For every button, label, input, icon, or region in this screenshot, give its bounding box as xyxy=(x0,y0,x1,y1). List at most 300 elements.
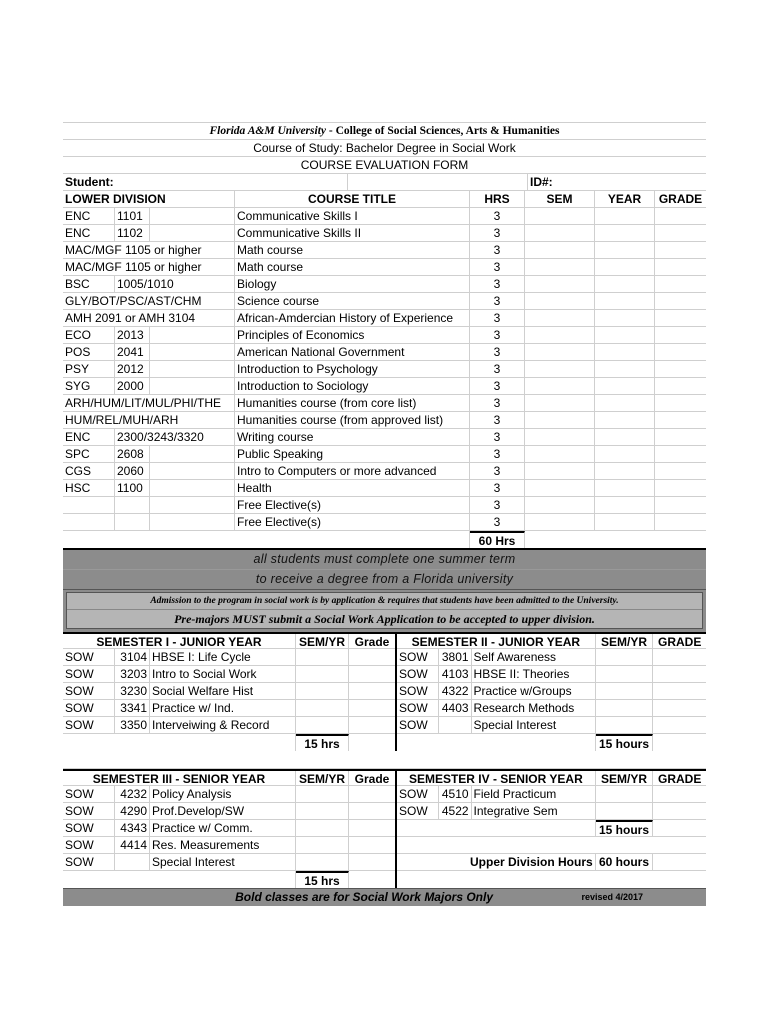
grade-cell[interactable] xyxy=(349,786,395,802)
sem-col: SEM xyxy=(525,191,595,207)
year-cell[interactable] xyxy=(595,463,655,479)
upper-division-label: Upper Division Hours xyxy=(397,854,596,870)
sem2-grade: GRADE xyxy=(657,635,702,648)
grade-cell[interactable] xyxy=(349,837,395,853)
student-row xyxy=(63,174,706,191)
course-number: 4403 xyxy=(439,700,472,716)
lower-course-row xyxy=(63,344,706,361)
course-number: 3350 xyxy=(115,717,150,733)
grade-cell[interactable] xyxy=(655,480,706,496)
sem2-course-row xyxy=(397,666,706,683)
course-prefix xyxy=(63,514,115,530)
course-prefix: BSC xyxy=(63,276,115,292)
form-title: COURSE EVALUATION FORM xyxy=(63,157,706,174)
spacer-row xyxy=(63,751,706,769)
course-prefix: HUM/REL/MUH/ARH xyxy=(63,412,235,428)
grade-cell[interactable] xyxy=(655,259,706,275)
course-number: 1102 xyxy=(115,225,150,241)
course-title: Prof.Develop/SW xyxy=(150,803,296,819)
course-hours: 3 xyxy=(470,446,525,462)
lower-course-row xyxy=(63,497,706,514)
grade-cell[interactable] xyxy=(655,327,706,343)
lower-course-row xyxy=(63,242,706,259)
lower-course-row xyxy=(63,208,706,225)
sem3-course-row xyxy=(63,854,395,871)
semyr-cell[interactable] xyxy=(596,700,654,716)
course-title: Math course xyxy=(235,259,470,275)
course-title: Special Interest xyxy=(150,854,296,870)
course-prefix: CGS xyxy=(63,463,115,479)
semyr-cell[interactable] xyxy=(296,717,349,733)
course-prefix: SOW xyxy=(397,717,439,733)
course-number: 2012 xyxy=(115,361,150,377)
sem-cell[interactable] xyxy=(525,429,595,445)
sem2-course-row xyxy=(397,717,706,734)
sem1-course-row xyxy=(63,649,395,666)
course-title: Interveiwing & Record xyxy=(150,717,296,733)
course-prefix: SOW xyxy=(397,649,439,665)
grade-cell[interactable] xyxy=(655,225,706,241)
lower-total-row xyxy=(63,531,706,548)
sem4-total-row xyxy=(397,820,706,837)
course-number: 4103 xyxy=(439,666,472,682)
sem-cell[interactable] xyxy=(525,293,595,309)
course-title: Policy Analysis xyxy=(150,786,296,802)
course-title: Field Practicum xyxy=(472,786,596,802)
junior-year-block xyxy=(63,632,706,751)
course-title: Practice w/Groups xyxy=(472,683,596,699)
semyr-cell[interactable] xyxy=(596,683,654,699)
sem1-grade: Grade xyxy=(354,635,390,648)
course-title: Practice w/ Ind. xyxy=(150,700,296,716)
admission-note: Admission to the program in social work is by application & requires that students have been admitted to the University. xyxy=(150,596,619,606)
year-cell[interactable] xyxy=(595,446,655,462)
course-prefix: POS xyxy=(63,344,115,360)
sem1-course-row xyxy=(63,717,395,734)
grade-cell[interactable] xyxy=(653,683,706,699)
grade-cell[interactable] xyxy=(655,497,706,513)
grade-cell[interactable] xyxy=(655,463,706,479)
sem-cell[interactable] xyxy=(525,412,595,428)
lower-course-row xyxy=(63,446,706,463)
student-label: Student: xyxy=(63,174,348,190)
admission-box xyxy=(63,590,706,632)
course-prefix: HSC xyxy=(63,480,115,496)
course-title: Intro to Computers or more advanced xyxy=(235,463,470,479)
sem1-course-row xyxy=(63,683,395,700)
semyr-cell[interactable] xyxy=(596,786,654,802)
course-prefix: PSY xyxy=(63,361,115,377)
grade-cell[interactable] xyxy=(655,412,706,428)
grade-cell[interactable] xyxy=(655,344,706,360)
revised-date: revised 4/2017 xyxy=(581,892,643,902)
course-title: Health xyxy=(235,480,470,496)
course-hours: 3 xyxy=(470,378,525,394)
course-number xyxy=(115,497,150,513)
course-title: Practice w/ Comm. xyxy=(150,820,296,836)
course-title: HBSE II: Theories xyxy=(472,666,596,682)
semyr-cell[interactable] xyxy=(296,786,349,802)
course-title: HBSE I: Life Cycle xyxy=(150,649,296,665)
course-title: Social Welfare Hist xyxy=(150,683,296,699)
grade-cell[interactable] xyxy=(653,786,706,802)
course-prefix: ENC xyxy=(63,208,115,224)
semyr-cell[interactable] xyxy=(296,837,349,853)
grade-cell[interactable] xyxy=(349,666,395,682)
hrs-col: HRS xyxy=(470,191,525,207)
lower-total: 60 Hrs xyxy=(470,531,525,548)
sem-cell[interactable] xyxy=(525,514,595,530)
year-cell[interactable] xyxy=(595,378,655,394)
course-prefix: ENC xyxy=(63,225,115,241)
lower-course-row xyxy=(63,327,706,344)
sem-cell[interactable] xyxy=(525,242,595,258)
year-cell[interactable] xyxy=(595,395,655,411)
lower-division-col: LOWER DIVISION xyxy=(63,191,235,207)
upper-division-row xyxy=(397,854,706,871)
course-title: Principles of Economics xyxy=(235,327,470,343)
lower-course-row xyxy=(63,225,706,242)
lower-course-row xyxy=(63,395,706,412)
semyr-cell[interactable] xyxy=(296,854,349,870)
course-number: 4414 xyxy=(115,837,150,853)
grade-cell[interactable] xyxy=(653,649,706,665)
sem3-grade: Grade xyxy=(354,772,390,785)
course-number: 4232 xyxy=(115,786,150,802)
grade-cell[interactable] xyxy=(655,395,706,411)
sem-cell[interactable] xyxy=(525,259,595,275)
year-cell[interactable] xyxy=(595,293,655,309)
grade-cell[interactable] xyxy=(655,429,706,445)
sem1-semyr: SEM/YR xyxy=(296,634,349,648)
sem-cell[interactable] xyxy=(525,361,595,377)
footer-bar xyxy=(63,888,706,906)
course-hours: 3 xyxy=(470,276,525,292)
sem3-course-row xyxy=(63,837,395,854)
sem3-total-row xyxy=(63,871,395,888)
sem4-grade: GRADE xyxy=(657,772,702,785)
sem-cell[interactable] xyxy=(525,497,595,513)
course-prefix xyxy=(63,497,115,513)
year-cell[interactable] xyxy=(595,310,655,326)
sem2-header xyxy=(397,632,706,649)
year-cell[interactable] xyxy=(595,327,655,343)
grade-cell[interactable] xyxy=(653,666,706,682)
sem-cell[interactable] xyxy=(525,327,595,343)
summer-notice-line1: all students must complete one summer term xyxy=(253,552,516,566)
sem3-title: SEMESTER III - SENIOR YEAR xyxy=(63,771,296,785)
year-cell[interactable] xyxy=(595,225,655,241)
course-number: 3104 xyxy=(115,649,150,665)
sem2-total: 15 hours xyxy=(596,734,654,751)
course-hours: 3 xyxy=(470,344,525,360)
grade-cell[interactable] xyxy=(655,361,706,377)
sem-cell[interactable] xyxy=(525,446,595,462)
university-name: Florida A&M University xyxy=(209,125,326,137)
sem4-course-row xyxy=(397,786,706,803)
course-prefix: SOW xyxy=(397,683,439,699)
premajor-note: Pre-majors MUST submit a Social Work Application to be accepted to upper division. xyxy=(67,609,702,628)
university-header xyxy=(63,123,706,140)
sem2-title: SEMESTER II - JUNIOR YEAR xyxy=(397,634,596,648)
year-cell[interactable] xyxy=(595,242,655,258)
course-number: 4510 xyxy=(439,786,472,802)
course-hours: 3 xyxy=(470,480,525,496)
course-prefix: SOW xyxy=(63,803,115,819)
sem4-header xyxy=(397,769,706,786)
grade-cell[interactable] xyxy=(655,446,706,462)
grade-cell[interactable] xyxy=(655,310,706,326)
sem-cell[interactable] xyxy=(525,378,595,394)
course-prefix: SOW xyxy=(63,820,115,836)
course-title: African-Amdercian History of Experience xyxy=(235,310,470,326)
semyr-cell[interactable] xyxy=(596,666,654,682)
course-hours: 3 xyxy=(470,225,525,241)
sem2-course-row xyxy=(397,700,706,717)
course-title: Introduction to Psychology xyxy=(235,361,470,377)
course-number: 2060 xyxy=(115,463,150,479)
lower-course-row xyxy=(63,259,706,276)
grade-cell[interactable] xyxy=(655,293,706,309)
semyr-cell[interactable] xyxy=(596,803,654,819)
lower-course-row xyxy=(63,378,706,395)
sem3-course-row xyxy=(63,820,395,837)
sem1-total-row xyxy=(63,734,395,751)
course-prefix: SOW xyxy=(63,700,115,716)
grade-cell[interactable] xyxy=(349,820,395,836)
course-prefix: SOW xyxy=(397,700,439,716)
course-hours: 3 xyxy=(470,361,525,377)
course-title: Intro to Social Work xyxy=(150,666,296,682)
grade-cell[interactable] xyxy=(349,649,395,665)
grade-cell[interactable] xyxy=(349,803,395,819)
lower-course-row xyxy=(63,293,706,310)
semyr-cell[interactable] xyxy=(596,649,654,665)
evaluation-form xyxy=(63,122,706,906)
year-col: YEAR xyxy=(595,191,655,207)
lower-course-row xyxy=(63,276,706,293)
sem-cell[interactable] xyxy=(525,225,595,241)
year-cell[interactable] xyxy=(595,412,655,428)
sem1-header xyxy=(63,632,395,649)
year-cell[interactable] xyxy=(595,208,655,224)
grade-cell[interactable] xyxy=(349,683,395,699)
grade-cell[interactable] xyxy=(655,242,706,258)
course-prefix: MAC/MGF 1105 or higher xyxy=(63,259,235,275)
lower-course-row xyxy=(63,429,706,446)
course-prefix: ECO xyxy=(63,327,115,343)
course-title: Science course xyxy=(235,293,470,309)
lower-course-row xyxy=(63,480,706,497)
sem-cell[interactable] xyxy=(525,480,595,496)
course-number: 2300/3243/3320 xyxy=(115,429,235,445)
semyr-cell[interactable] xyxy=(296,649,349,665)
sem2-semyr: SEM/YR xyxy=(596,634,654,648)
sem2-course-row xyxy=(397,683,706,700)
year-cell[interactable] xyxy=(595,361,655,377)
course-title: Integrative Sem xyxy=(472,803,596,819)
course-hours: 3 xyxy=(470,310,525,326)
course-number xyxy=(115,854,150,870)
grade-col: GRADE xyxy=(658,192,703,206)
course-title: Self Awareness xyxy=(472,649,596,665)
course-number: 4522 xyxy=(439,803,472,819)
course-number: 1100 xyxy=(115,480,150,496)
course-prefix: SOW xyxy=(397,666,439,682)
course-prefix: MAC/MGF 1105 or higher xyxy=(63,242,235,258)
course-number: 2000 xyxy=(115,378,150,394)
course-hours: 3 xyxy=(470,395,525,411)
course-number xyxy=(439,717,472,733)
summer-notice xyxy=(63,548,706,590)
course-prefix: SOW xyxy=(63,666,115,682)
course-title: Introduction to Sociology xyxy=(235,378,470,394)
course-hours: 3 xyxy=(470,463,525,479)
course-title: Free Elective(s) xyxy=(235,497,470,513)
course-number: 1005/1010 xyxy=(115,276,235,292)
course-prefix: SOW xyxy=(63,854,115,870)
senior-year-block xyxy=(63,769,706,888)
sem-cell[interactable] xyxy=(525,344,595,360)
course-prefix: SOW xyxy=(63,717,115,733)
course-prefix: ARH/HUM/LIT/MUL/PHI/THE xyxy=(63,395,235,411)
course-hours: 3 xyxy=(470,497,525,513)
course-title: Communicative Skills II xyxy=(235,225,470,241)
course-number: 4322 xyxy=(439,683,472,699)
sem1-total: 15 hrs xyxy=(296,734,349,751)
year-cell[interactable] xyxy=(595,514,655,530)
summer-notice-line2: to receive a degree from a Florida university xyxy=(63,569,706,589)
sem4-title: SEMESTER IV - SENIOR YEAR xyxy=(397,771,596,785)
course-prefix: AMH 2091 or AMH 3104 xyxy=(63,310,235,326)
grade-cell[interactable] xyxy=(349,717,395,733)
grade-cell[interactable] xyxy=(655,378,706,394)
course-title: Public Speaking xyxy=(235,446,470,462)
sem4-course-row xyxy=(397,803,706,820)
grade-cell[interactable] xyxy=(349,700,395,716)
course-prefix: SOW xyxy=(397,803,439,819)
college-name: - College of Social Sciences, Arts & Humanities xyxy=(326,125,560,137)
lower-division-header xyxy=(63,191,706,208)
course-hours: 3 xyxy=(470,412,525,428)
sem1-course-row xyxy=(63,666,395,683)
sem3-header xyxy=(63,769,395,786)
year-cell[interactable] xyxy=(595,276,655,292)
semyr-cell[interactable] xyxy=(296,666,349,682)
semyr-cell[interactable] xyxy=(296,820,349,836)
course-hours: 3 xyxy=(470,514,525,530)
course-title: Special Interest xyxy=(472,717,596,733)
course-number: 1101 xyxy=(115,208,150,224)
course-number: 3230 xyxy=(115,683,150,699)
sem2-total-row xyxy=(397,734,706,751)
grade-cell[interactable] xyxy=(653,717,706,733)
lower-division-rows xyxy=(63,208,706,531)
id-label: ID#: xyxy=(530,175,553,189)
course-prefix: SYG xyxy=(63,378,115,394)
sem1-title: SEMESTER I - JUNIOR YEAR xyxy=(63,634,296,648)
sem3-total: 15 hrs xyxy=(296,871,349,888)
lower-course-row xyxy=(63,412,706,429)
course-prefix: SPC xyxy=(63,446,115,462)
course-number: 4343 xyxy=(115,820,150,836)
course-prefix: ENC xyxy=(63,429,115,445)
semyr-cell[interactable] xyxy=(296,700,349,716)
course-hours: 3 xyxy=(470,327,525,343)
course-title: Humanities course (from core list) xyxy=(235,395,470,411)
lower-course-row xyxy=(63,463,706,480)
sem-cell[interactable] xyxy=(525,463,595,479)
course-number: 4290 xyxy=(115,803,150,819)
course-number: 3341 xyxy=(115,700,150,716)
year-cell[interactable] xyxy=(595,259,655,275)
sem-cell[interactable] xyxy=(525,276,595,292)
course-hours: 3 xyxy=(470,429,525,445)
course-hours: 3 xyxy=(470,293,525,309)
course-title: Res. Measurements xyxy=(150,837,296,853)
sem-cell[interactable] xyxy=(525,395,595,411)
course-title: Research Methods xyxy=(472,700,596,716)
grade-cell[interactable] xyxy=(653,803,706,819)
upper-division-total: 60 hours xyxy=(596,854,654,870)
semyr-cell[interactable] xyxy=(296,803,349,819)
year-cell[interactable] xyxy=(595,429,655,445)
sem2-course-row xyxy=(397,649,706,666)
sem3-course-row xyxy=(63,803,395,820)
course-prefix: GLY/BOT/PSC/AST/CHM xyxy=(63,293,235,309)
course-hours: 3 xyxy=(470,208,525,224)
lower-course-row xyxy=(63,361,706,378)
semyr-cell[interactable] xyxy=(596,717,654,733)
grade-cell[interactable] xyxy=(655,208,706,224)
course-hours: 3 xyxy=(470,242,525,258)
sem1-course-row xyxy=(63,700,395,717)
sem3-course-row xyxy=(63,786,395,803)
course-title: Math course xyxy=(235,242,470,258)
course-title: Free Elective(s) xyxy=(235,514,470,530)
year-cell[interactable] xyxy=(595,344,655,360)
course-number: 3203 xyxy=(115,666,150,682)
grade-cell[interactable] xyxy=(655,514,706,530)
course-hours: 3 xyxy=(470,259,525,275)
course-number: 2041 xyxy=(115,344,150,360)
semyr-cell[interactable] xyxy=(296,683,349,699)
course-title-col: COURSE TITLE xyxy=(235,191,470,207)
footer-note: Bold classes are for Social Work Majors Only xyxy=(235,890,493,904)
lower-course-row xyxy=(63,514,706,531)
grade-cell[interactable] xyxy=(349,854,395,870)
grade-cell[interactable] xyxy=(655,276,706,292)
course-number: 3801 xyxy=(439,649,472,665)
sem-cell[interactable] xyxy=(525,310,595,326)
course-prefix: SOW xyxy=(63,649,115,665)
course-title: Writing course xyxy=(235,429,470,445)
student-name-field[interactable] xyxy=(348,174,528,190)
course-title: Humanities course (from approved list) xyxy=(235,412,470,428)
course-title: American National Government xyxy=(235,344,470,360)
sem4-total: 15 hours xyxy=(596,820,654,836)
course-of-study: Course of Study: Bachelor Degree in Social Work xyxy=(63,140,706,157)
course-title: Communicative Skills I xyxy=(235,208,470,224)
sem3-semyr: SEM/YR xyxy=(296,771,349,785)
course-prefix: SOW xyxy=(63,683,115,699)
sem-cell[interactable] xyxy=(525,208,595,224)
grade-cell[interactable] xyxy=(653,700,706,716)
year-cell[interactable] xyxy=(595,497,655,513)
lower-course-row xyxy=(63,310,706,327)
course-title: Biology xyxy=(235,276,470,292)
year-cell[interactable] xyxy=(595,480,655,496)
